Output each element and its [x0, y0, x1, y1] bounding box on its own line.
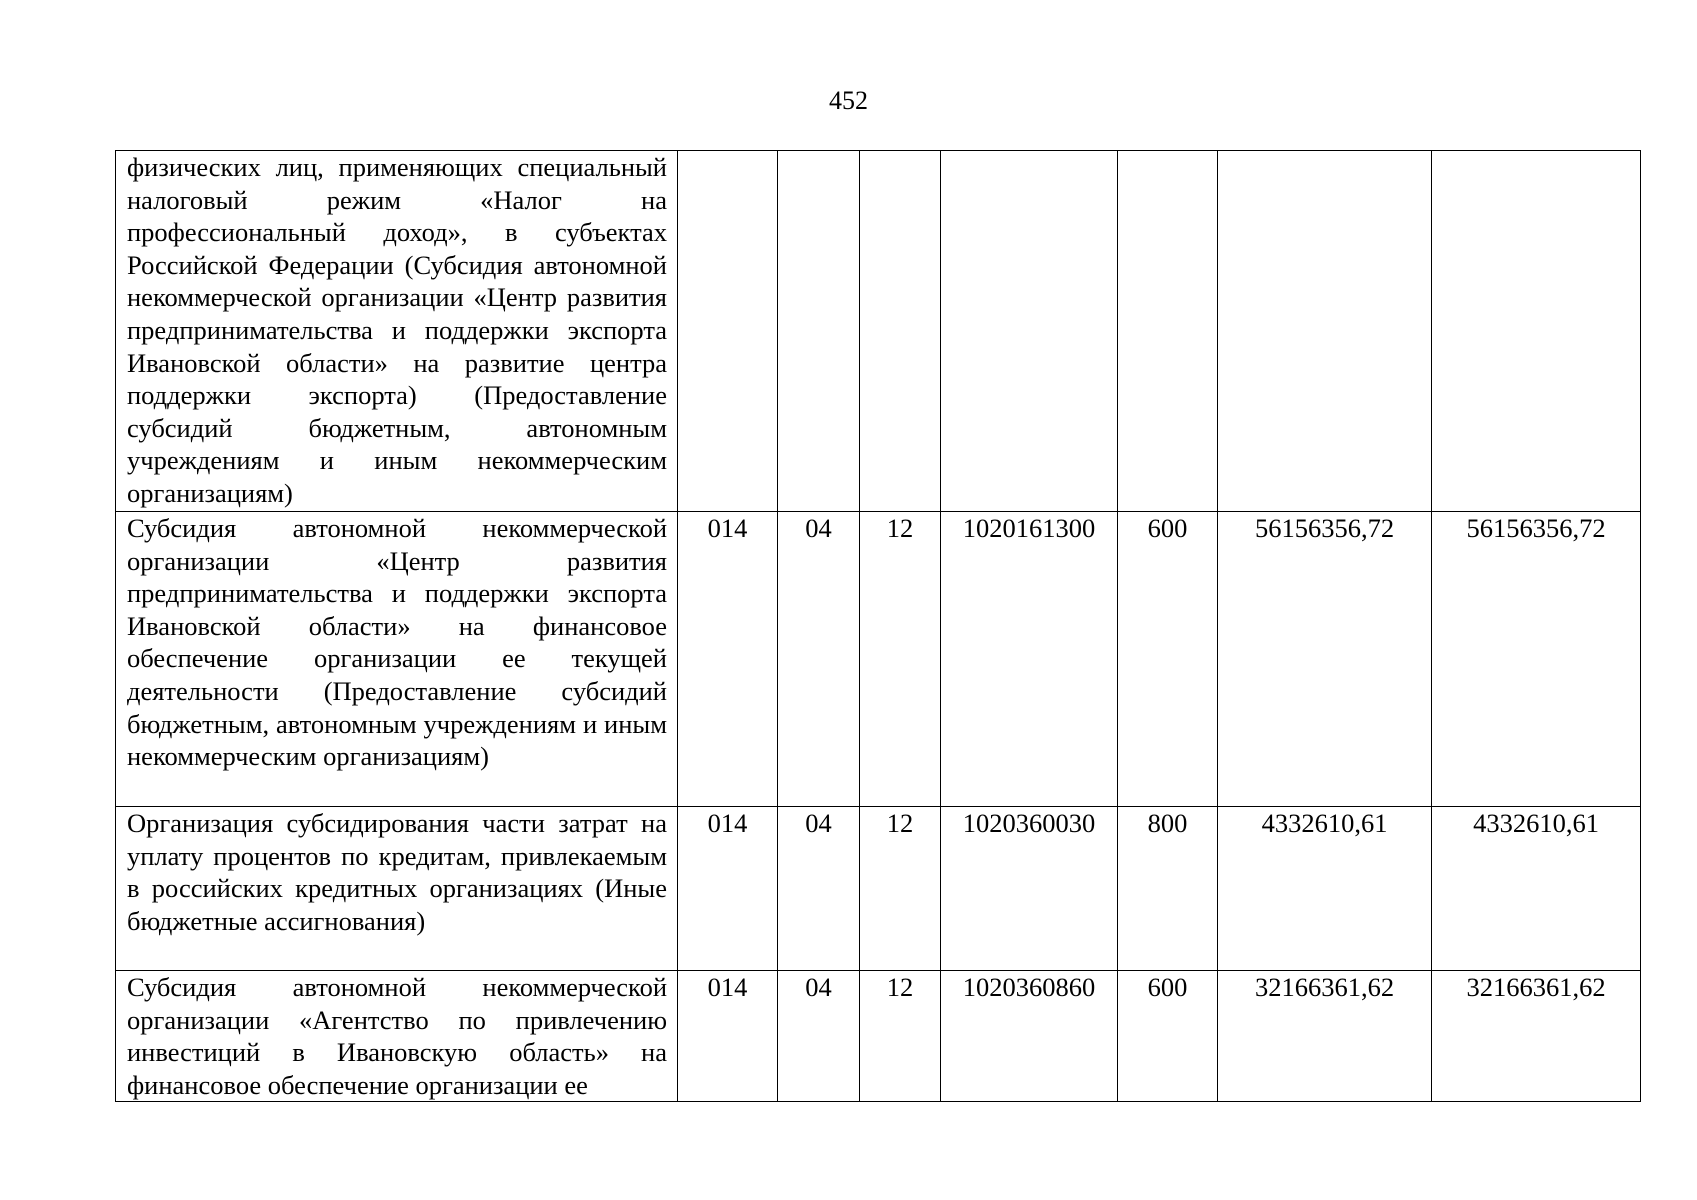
cell-amount-2: 56156356,72: [1432, 512, 1641, 807]
cell-subsection: [860, 151, 941, 512]
table-row: [116, 971, 1641, 1102]
cell-subsection: 12: [860, 971, 941, 1102]
cell-section: 04: [778, 807, 860, 971]
cell-subsection: 12: [860, 807, 941, 971]
cell-ministry: 014: [678, 512, 778, 807]
cell-amount-1: 56156356,72: [1218, 512, 1432, 807]
cell-target-item: [941, 151, 1118, 512]
cell-description: физических лиц, применяющих специальный налоговый режим «Налог на профессиональный доход», в субъектах Российской Федерации (Субсидия автономной некоммерческой организации «Центр развития предпринимательства и поддержки экспорта Ивановской области» на развитие центра поддержки экспорта) (Предоставление субсидий бюджетным, автономным учреждениям и иным некоммерческим организациям): [116, 151, 678, 512]
cell-expense-type: 600: [1118, 512, 1218, 807]
cell-amount-1: [1218, 151, 1432, 512]
cell-section: [778, 151, 860, 512]
cell-ministry: 014: [678, 807, 778, 971]
cell-amount-2: [1432, 151, 1641, 512]
budget-table: [115, 150, 1641, 1102]
cell-ministry: 014: [678, 971, 778, 1102]
cell-target-item: 1020360860: [941, 971, 1118, 1102]
cell-subsection: 12: [860, 512, 941, 807]
table-row: [116, 512, 1641, 807]
table-row: [116, 807, 1641, 971]
cell-description: Субсидия автономной некоммерческой организации «Агентство по привлечению инвестиций в Ивановскую область» на финансовое обеспечение организации ее: [116, 971, 678, 1102]
cell-target-item: 1020360030: [941, 807, 1118, 971]
cell-expense-type: 800: [1118, 807, 1218, 971]
cell-amount-2: 4332610,61: [1432, 807, 1641, 971]
page-number: 452: [829, 86, 868, 115]
cell-expense-type: 600: [1118, 971, 1218, 1102]
cell-target-item: 1020161300: [941, 512, 1118, 807]
table-row: [116, 151, 1641, 512]
cell-section: 04: [778, 512, 860, 807]
cell-description: Организация субсидирования части затрат на уплату процентов по кредитам, привлекаемым в российских кредитных организациях (Иные бюджетные ассигнования): [116, 807, 678, 971]
cell-amount-2: 32166361,62: [1432, 971, 1641, 1102]
cell-ministry: [678, 151, 778, 512]
cell-amount-1: 4332610,61: [1218, 807, 1432, 971]
cell-description: Субсидия автономной некоммерческой организации «Центр развития предпринимательства и поддержки экспорта Ивановской области» на финансовое обеспечение организации ее текущей деятельности (Предоставление субсидий бюджетным, автономным учреждениям и иным некоммерческим организациям): [116, 512, 678, 807]
cell-amount-1: 32166361,62: [1218, 971, 1432, 1102]
cell-expense-type: [1118, 151, 1218, 512]
cell-section: 04: [778, 971, 860, 1102]
